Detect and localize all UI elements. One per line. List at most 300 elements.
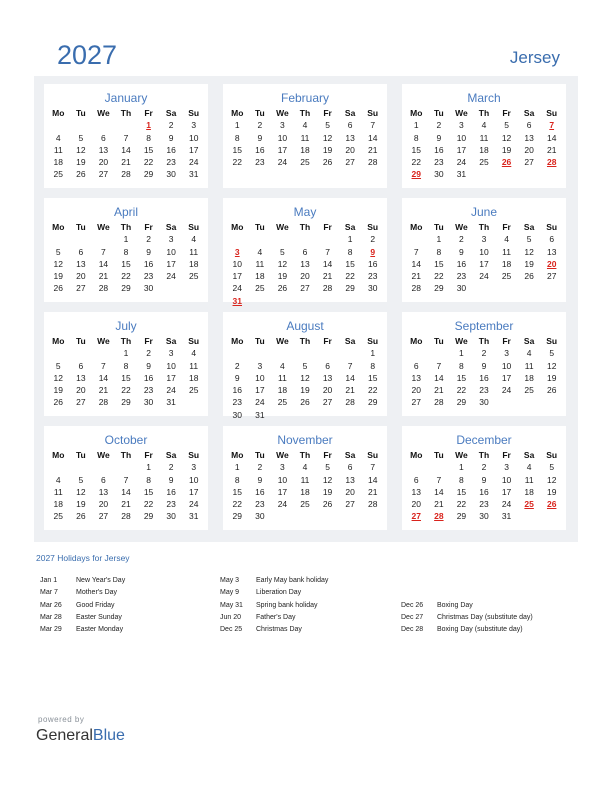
day: 7	[370, 462, 376, 473]
day: 2	[234, 360, 240, 371]
weekday-header: Th	[478, 336, 490, 346]
holiday-date: Dec 27	[401, 613, 424, 621]
day: 3	[504, 462, 509, 473]
day: 17	[501, 486, 512, 497]
day: 23	[479, 385, 489, 396]
day: 17	[188, 144, 199, 155]
weekday-header: Fr	[323, 108, 332, 118]
day: 17	[501, 372, 512, 383]
day: 3	[257, 360, 263, 371]
weekday-header: Mo	[52, 222, 65, 232]
empty-day	[92, 461, 115, 473]
day: 6	[347, 120, 353, 131]
holiday-row	[401, 575, 581, 587]
day: 25	[53, 169, 64, 180]
day: 6	[101, 474, 106, 485]
day: 20	[300, 271, 310, 282]
day: 5	[526, 234, 532, 245]
day: 1	[370, 348, 376, 359]
weekday-header: Sa	[523, 336, 535, 346]
day: 22	[232, 157, 243, 168]
empty-day	[47, 347, 70, 359]
day: 29	[121, 283, 131, 294]
empty-day	[70, 347, 93, 359]
month-card-november	[223, 426, 387, 530]
weekday-header: Su	[188, 222, 200, 232]
holiday-day: 9	[370, 246, 376, 257]
holiday-row	[40, 600, 220, 612]
day: 9	[146, 360, 151, 371]
day: 11	[300, 132, 310, 143]
empty-day	[47, 461, 70, 473]
day: 19	[53, 271, 64, 282]
day: 27	[98, 511, 109, 522]
day: 16	[166, 144, 176, 155]
holiday-name: Easter Sunday	[76, 613, 122, 621]
day: 13	[345, 132, 355, 143]
day: 21	[121, 157, 131, 168]
day: 29	[434, 283, 444, 294]
day: 21	[322, 271, 333, 282]
day: 22	[143, 157, 154, 168]
month-card-october	[44, 426, 208, 530]
day: 25	[188, 385, 199, 396]
holiday-day: 26	[501, 157, 512, 168]
holiday-date: May 31	[220, 601, 243, 609]
month-name: November	[277, 433, 333, 447]
weekday-header: Su	[188, 450, 200, 460]
day: 10	[501, 474, 512, 485]
day: 4	[526, 348, 532, 359]
weekday-header: Mo	[52, 108, 65, 118]
day: 8	[459, 474, 464, 485]
weekday-header: Su	[367, 108, 379, 118]
month-name: September	[454, 319, 514, 333]
empty-day	[70, 233, 93, 245]
day: 16	[456, 258, 467, 269]
month-card-may	[223, 198, 387, 306]
day: 19	[546, 486, 557, 497]
day: 23	[232, 397, 243, 408]
day: 28	[367, 499, 378, 510]
day: 6	[302, 246, 308, 257]
day: 18	[188, 372, 199, 383]
holiday-date: Mar 28	[40, 613, 62, 621]
day: 30	[232, 409, 243, 420]
weekday-header: We	[276, 336, 289, 346]
weekday-header: We	[276, 450, 289, 460]
day: 15	[367, 372, 378, 383]
year-title: 2027	[57, 40, 118, 70]
month-name: June	[470, 205, 498, 219]
day: 9	[146, 246, 151, 257]
holiday-row	[220, 587, 400, 599]
day: 23	[255, 157, 265, 168]
weekday-header: Mo	[410, 108, 423, 118]
day: 30	[456, 283, 467, 294]
day: 24	[166, 271, 176, 282]
day: 27	[98, 169, 109, 180]
day: 31	[188, 511, 199, 522]
holiday-day: 3	[234, 246, 240, 257]
day: 10	[501, 360, 512, 371]
day: 17	[255, 385, 265, 396]
day: 1	[234, 120, 240, 131]
weekday-header: Mo	[231, 336, 244, 346]
empty-day	[405, 233, 428, 245]
weekday-header: Fr	[144, 108, 153, 118]
day-grid	[402, 335, 566, 409]
day: 28	[98, 283, 109, 294]
day: 8	[436, 246, 442, 257]
day: 24	[501, 385, 512, 396]
day: 1	[123, 348, 129, 359]
day: 11	[189, 360, 199, 371]
day: 5	[549, 348, 555, 359]
day: 23	[143, 271, 154, 282]
day: 23	[166, 157, 176, 168]
day: 30	[434, 169, 444, 180]
day: 18	[300, 486, 310, 497]
day: 27	[76, 397, 86, 408]
day: 16	[166, 486, 176, 497]
day: 24	[232, 283, 243, 294]
empty-day	[294, 295, 317, 307]
day: 3	[459, 120, 464, 131]
day: 18	[255, 271, 265, 282]
day: 26	[546, 385, 557, 396]
weekday-header: Th	[299, 450, 311, 460]
holiday-column	[40, 575, 220, 636]
day: 29	[121, 397, 131, 408]
day: 13	[411, 486, 422, 497]
day: 24	[255, 397, 265, 408]
empty-day	[294, 510, 317, 522]
weekday-header: Sa	[344, 336, 356, 346]
day: 14	[121, 486, 131, 497]
day: 25	[300, 499, 310, 510]
day: 21	[411, 271, 422, 282]
day: 14	[367, 474, 378, 485]
weekday-header: Mo	[231, 108, 244, 118]
day: 21	[98, 385, 109, 396]
day: 28	[121, 169, 131, 180]
empty-day	[518, 282, 541, 294]
weekday-header: Th	[478, 108, 490, 118]
day: 9	[481, 360, 487, 371]
month-name: August	[286, 319, 324, 333]
day: 16	[143, 372, 154, 383]
day: 12	[76, 486, 86, 497]
holiday-date: Dec 26	[401, 601, 424, 609]
holiday-row	[401, 587, 581, 599]
day: 6	[101, 132, 106, 143]
weekday-header: Mo	[410, 222, 423, 232]
day: 15	[232, 486, 243, 497]
day: 8	[347, 246, 353, 257]
day: 7	[123, 474, 129, 485]
weekday-header: Fr	[502, 336, 511, 346]
empty-day	[495, 396, 518, 408]
day: 7	[101, 360, 106, 371]
day: 10	[166, 360, 176, 371]
day: 17	[166, 372, 176, 383]
empty-day	[316, 233, 339, 245]
day: 13	[345, 474, 355, 485]
day: 10	[277, 132, 288, 143]
empty-day	[518, 396, 541, 408]
day: 12	[76, 144, 86, 155]
day: 1	[123, 234, 129, 245]
holiday-row	[401, 600, 581, 612]
weekday-header: We	[97, 222, 110, 232]
day: 23	[166, 499, 176, 510]
day: 28	[322, 283, 333, 294]
holiday-name: Good Friday	[76, 601, 115, 609]
day: 8	[413, 132, 419, 143]
day: 1	[234, 462, 240, 473]
day-grid	[44, 449, 208, 523]
holiday-name: New Year's Day	[76, 577, 126, 584]
day: 12	[53, 372, 64, 383]
holiday-date: Dec 25	[220, 626, 243, 634]
day: 5	[280, 246, 285, 257]
day: 14	[98, 372, 109, 383]
month-name: December	[456, 433, 512, 447]
day: 5	[78, 132, 84, 143]
empty-day	[115, 119, 138, 131]
weekday-header: Mo	[410, 336, 423, 346]
country-title: Jersey	[509, 48, 560, 67]
day: 19	[76, 499, 86, 510]
empty-day	[115, 461, 138, 473]
month-card-february	[223, 84, 387, 188]
month-card-july	[44, 312, 208, 416]
empty-day	[294, 409, 317, 421]
weekday-header: Mo	[52, 336, 65, 346]
day: 24	[501, 499, 512, 510]
empty-day	[473, 282, 496, 294]
day: 27	[322, 397, 333, 408]
day: 16	[479, 486, 489, 497]
weekday-header: Su	[546, 108, 558, 118]
weekday-header: We	[455, 336, 468, 346]
day: 2	[459, 234, 464, 245]
day: 28	[411, 283, 422, 294]
day: 2	[168, 120, 174, 131]
day: 21	[434, 385, 444, 396]
day: 2	[481, 348, 487, 359]
day: 4	[302, 120, 308, 131]
day: 23	[434, 157, 444, 168]
day: 16	[255, 486, 265, 497]
day: 29	[345, 283, 355, 294]
weekday-header: Fr	[502, 108, 511, 118]
weekday-header: Th	[478, 222, 490, 232]
day: 28	[367, 157, 378, 168]
day: 21	[121, 499, 131, 510]
holiday-name: Spring bank holiday	[256, 601, 318, 609]
weekday-header: Tu	[75, 336, 86, 346]
day: 22	[232, 499, 243, 510]
day: 12	[546, 360, 557, 371]
empty-day	[361, 295, 384, 307]
day: 30	[367, 283, 378, 294]
day: 12	[501, 132, 512, 143]
day: 11	[300, 474, 310, 485]
weekday-header: Su	[546, 336, 558, 346]
day: 14	[345, 372, 355, 383]
day: 20	[76, 385, 86, 396]
day: 13	[76, 258, 86, 269]
day: 6	[325, 360, 330, 371]
holiday-date	[401, 587, 437, 599]
holiday-day: 20	[546, 258, 557, 269]
weekday-header: Sa	[165, 336, 177, 346]
holiday-column	[401, 575, 581, 636]
day: 5	[78, 474, 84, 485]
day: 15	[434, 258, 444, 269]
day: 27	[345, 499, 355, 510]
empty-day	[271, 295, 294, 307]
weekday-header: Sa	[523, 450, 535, 460]
empty-day	[339, 510, 362, 522]
empty-day	[540, 510, 563, 522]
day: 22	[345, 271, 355, 282]
holiday-day: 26	[546, 499, 557, 510]
holiday-name: Mother's Day	[76, 589, 118, 597]
day: 8	[146, 474, 151, 485]
weekday-header: Su	[546, 450, 558, 460]
day: 1	[436, 234, 442, 245]
day: 17	[166, 258, 176, 269]
empty-day	[495, 282, 518, 294]
day: 25	[501, 271, 512, 282]
day: 6	[413, 360, 419, 371]
day: 20	[345, 144, 355, 155]
empty-day	[361, 409, 384, 421]
day: 12	[53, 258, 64, 269]
day: 22	[411, 157, 422, 168]
day: 7	[370, 120, 376, 131]
day: 24	[277, 499, 288, 510]
holiday-date: Jan 1	[40, 577, 58, 584]
day: 27	[345, 157, 355, 168]
day: 14	[546, 132, 557, 143]
weekday-header: Su	[188, 336, 200, 346]
day: 13	[322, 372, 333, 383]
day: 9	[257, 474, 263, 485]
day: 12	[300, 372, 310, 383]
holiday-name: Christmas Day (substitute day)	[437, 613, 533, 621]
day-grid	[44, 221, 208, 295]
day: 16	[232, 385, 243, 396]
brand-part-2: Blue	[92, 727, 125, 744]
day: 5	[302, 360, 308, 371]
day-grid	[223, 107, 387, 168]
day: 14	[367, 132, 378, 143]
weekday-header: Fr	[323, 450, 332, 460]
day: 4	[504, 234, 509, 245]
day: 23	[479, 499, 489, 510]
empty-day	[361, 510, 384, 522]
empty-day	[92, 119, 115, 131]
day: 1	[413, 120, 419, 131]
month-card-september	[402, 312, 566, 416]
day: 10	[277, 474, 288, 485]
empty-day	[271, 409, 294, 421]
holiday-row	[40, 587, 220, 599]
day-grid	[223, 449, 387, 523]
day: 18	[524, 486, 534, 497]
day: 28	[121, 511, 131, 522]
day: 31	[255, 409, 265, 420]
weekday-header: Sa	[344, 450, 356, 460]
day: 23	[456, 271, 467, 282]
day: 15	[121, 372, 131, 383]
day: 21	[98, 271, 109, 282]
day: 20	[322, 385, 333, 396]
day-grid	[402, 107, 566, 181]
day: 13	[76, 372, 86, 383]
day: 30	[479, 511, 489, 522]
day: 15	[121, 258, 131, 269]
day: 2	[370, 234, 376, 245]
weekday-header: Sa	[165, 108, 177, 118]
day: 14	[434, 372, 444, 383]
day: 18	[479, 144, 489, 155]
day: 19	[76, 157, 86, 168]
day: 3	[191, 120, 197, 131]
day: 23	[143, 385, 154, 396]
holiday-column	[220, 575, 400, 636]
month-card-march	[402, 84, 566, 188]
day: 27	[300, 283, 310, 294]
day: 4	[55, 132, 61, 143]
empty-day	[249, 233, 272, 245]
day: 8	[234, 132, 240, 143]
day: 4	[526, 462, 532, 473]
day: 24	[188, 499, 199, 510]
day: 16	[479, 372, 489, 383]
day: 1	[459, 462, 464, 473]
holiday-row	[220, 612, 400, 624]
month-name: March	[467, 91, 501, 105]
day: 3	[168, 234, 174, 245]
day: 3	[504, 348, 509, 359]
weekday-header: We	[276, 108, 289, 118]
weekday-header: Sa	[523, 222, 535, 232]
day: 9	[481, 474, 487, 485]
day: 30	[143, 283, 154, 294]
day: 7	[436, 360, 442, 371]
day: 7	[325, 246, 330, 257]
day: 28	[98, 397, 109, 408]
day: 14	[98, 258, 109, 269]
day: 21	[367, 144, 378, 155]
weekday-header: Tu	[433, 450, 444, 460]
weekday-header: Mo	[231, 450, 244, 460]
day: 17	[277, 486, 288, 497]
month-card-april	[44, 198, 208, 302]
day: 29	[232, 511, 243, 522]
day: 18	[277, 385, 288, 396]
month-card-december	[402, 426, 566, 530]
day: 19	[524, 258, 534, 269]
day: 17	[232, 271, 243, 282]
weekday-header: Sa	[523, 108, 535, 118]
day: 11	[479, 132, 489, 143]
